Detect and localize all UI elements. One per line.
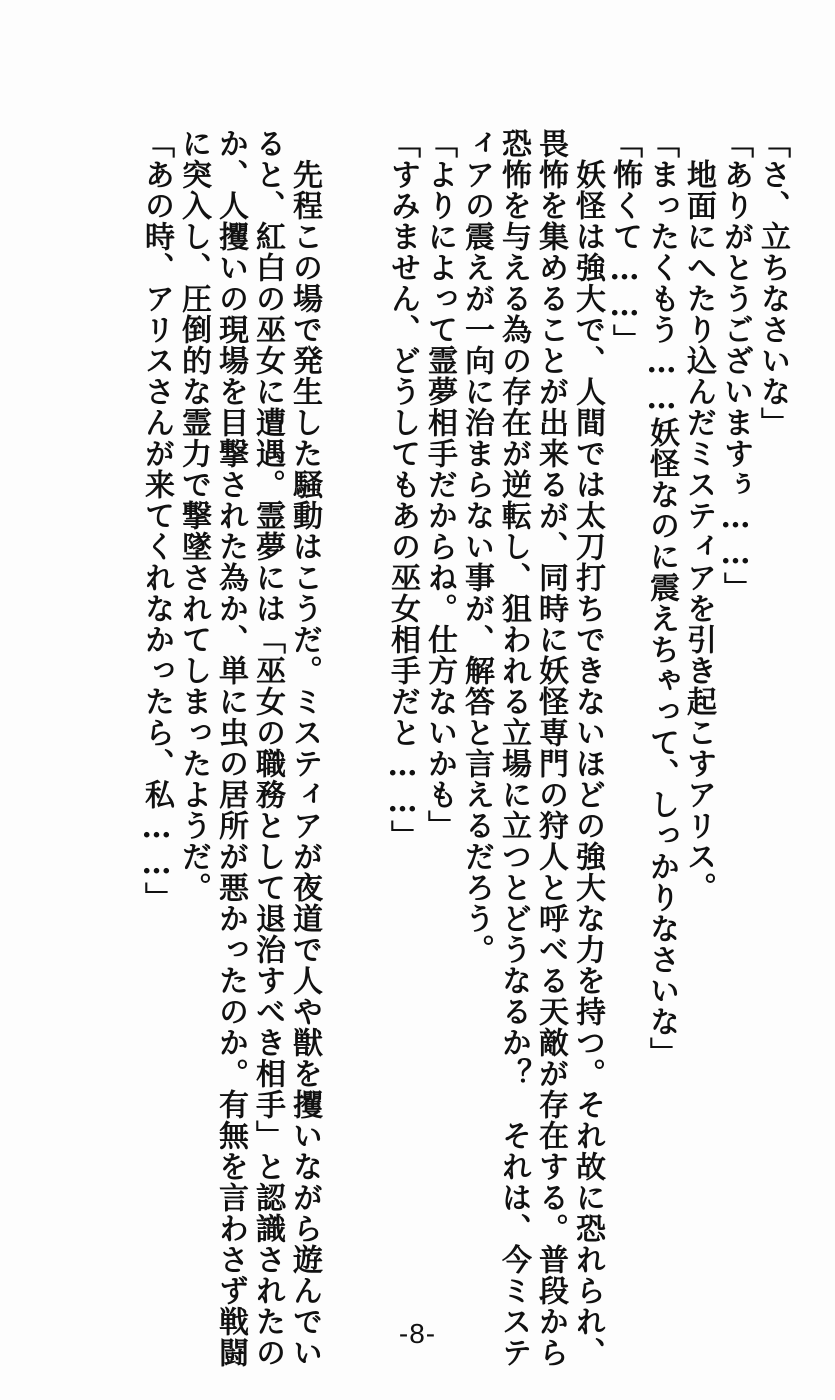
text-line: に突入し、圧倒的な霊力で撃墜されてしまったようだ。	[176, 128, 211, 903]
text-line: 地面にへたり込んだミスティアを引き起こすアリス。	[681, 128, 716, 903]
text-line: 「さ、立ちなさいな」	[755, 128, 790, 438]
text-line: 「まったくもう……妖怪なのに震えちゃって、しっかりなさいな」	[644, 128, 679, 1068]
text-line: 「すみません、どうしてもあの巫女相手だと……」	[385, 128, 420, 851]
text-line: 「よりによって霊夢相手だからね。仕方ないかも」	[422, 128, 457, 841]
text-line: 「あの時、アリスさんが来てくれなかったら、私……」	[139, 128, 174, 913]
text-line: ると、紅白の巫女に遭遇。霊夢には「巫女の職務として退治すべき相手」と認識されたの	[250, 128, 285, 1368]
text-line: 「怖くて……」	[607, 128, 642, 355]
page-number: -8-	[398, 1318, 437, 1349]
text-line: 「ありがとうございますぅ……」	[718, 128, 753, 603]
text-line: 先程この場で発生した騒動はこうだ。ミスティアが夜道で人や獣を攫いながら遊んでい	[287, 128, 322, 1368]
text-line: ィアの震えが一向に治まらない事が、解答と言えるだろう。	[459, 128, 494, 965]
text-line: 恐怖を与える為の存在が逆転し、狙われる立場に立つとどうなるか？ それは、今ミステ	[496, 128, 531, 1368]
text-line: 畏怖を集めることが出来るが、同時に妖怪専門の狩人と呼べる天敵が存在する。普段から	[533, 128, 568, 1368]
text-line: か、人攫いの現場を目撃された為か、単に虫の居所が悪かったのか。有無を言わさず戦闘	[213, 128, 248, 1368]
text-line: 妖怪は強大で、人間では太刀打ちできないほどの強大な力を持つ。それ故に恐れられ、	[570, 128, 605, 1368]
